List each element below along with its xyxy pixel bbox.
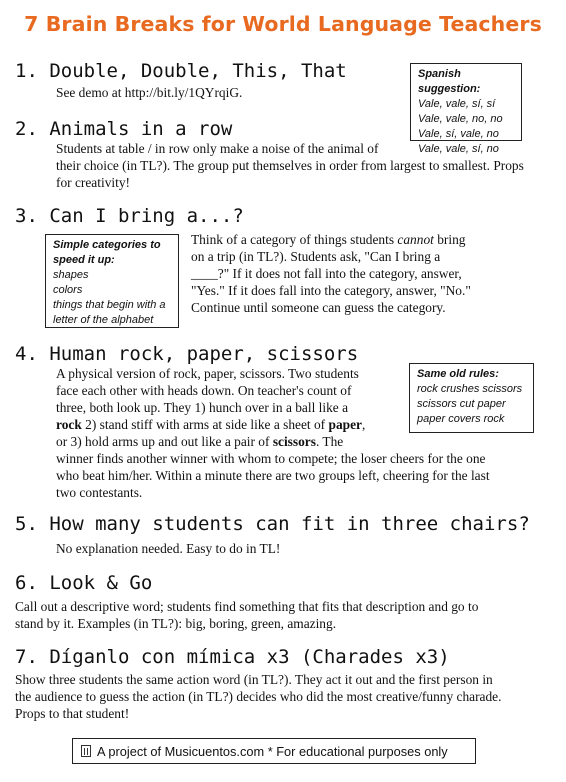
item-1-text: See demo at http://bit.ly/1QYrqiG.	[56, 85, 243, 100]
box-title: Same old rules:	[417, 368, 499, 380]
footer-box	[72, 738, 476, 764]
page-title: 7 Brain Breaks for World Language Teachers	[24, 12, 542, 36]
text-line: A physical version of rock, paper, scissors. Two students	[56, 366, 359, 381]
item-4-text	[56, 365, 556, 501]
text-line: winner finds another winner with whom to compete; the loser cheers for the one	[56, 451, 486, 466]
heading-5: 5. How many students can fit in three chairs?	[15, 513, 530, 535]
text-span: 2) stand stiff with arms at side like a sheet of	[85, 417, 326, 432]
footer-text: A project of Musicuentos.com * For educational purposes only	[97, 743, 448, 759]
text-line: Props to that student!	[15, 706, 130, 721]
piano-icon	[81, 745, 91, 757]
text-line: the audience to guess the action (in TL?) decides who did the most creative/funny charade.	[15, 689, 502, 704]
text-line: their choice (in TL?). The group put themselves in order from largest to smallest. Props	[56, 158, 524, 173]
text-line: for creativity!	[56, 175, 130, 190]
text-line: three, both look up. They 1) hunch over in a ball like a	[56, 400, 349, 415]
bold-scissors: scissors	[272, 434, 316, 449]
item-2-text	[56, 140, 556, 191]
heading-6: 6. Look & Go	[15, 572, 153, 594]
box-line: things that begin with a letter of the alphabet	[53, 299, 166, 326]
text-span: Think of a category of things students	[191, 232, 395, 247]
box-title: Simple categories to speed it up:	[53, 239, 161, 266]
categories-box	[45, 234, 179, 328]
heading-2: 2. Animals in a row	[15, 118, 233, 140]
text-line: Students at table / in row only make a noise of the animal of	[56, 141, 379, 156]
text-line: Show three students the same action word (in TL?). They act it out and the first person in	[15, 672, 493, 687]
text-line: Continue until someone can guess the category.	[191, 300, 446, 315]
item-3-text	[191, 231, 511, 316]
text-span: . The	[315, 434, 344, 449]
spanish-suggestion-box	[410, 63, 522, 155]
text-line: on a trip (in TL?). Students ask, "Can I bring a	[191, 249, 441, 264]
emphasis-cannot: cannot	[397, 232, 434, 247]
bold-rock: rock	[56, 417, 82, 432]
heading-1: 1. Double, Double, This, That	[15, 60, 347, 82]
box-line: paper covers rock	[417, 413, 505, 425]
box-line: Vale, vale, sí, sí	[418, 98, 496, 110]
text-line: ____?" If it does not fall into the category, answer,	[191, 266, 462, 281]
text-line: two contestants.	[56, 485, 143, 500]
box-line: Vale, sí, vale, no	[418, 128, 499, 140]
item-5-text: No explanation needed. Easy to do in TL!	[56, 541, 281, 556]
text-line: Call out a descriptive word; students find something that fits that description and go to	[15, 599, 479, 614]
text-span: bring	[437, 232, 466, 247]
box-line: scissors cut paper	[417, 398, 506, 410]
heading-3: 3. Can I bring a...?	[15, 205, 244, 227]
item-6-text	[15, 598, 555, 632]
box-line: colors	[53, 284, 83, 296]
bold-paper: paper	[328, 417, 362, 432]
text-span: or 3) hold arms up and out like a pair of	[56, 434, 270, 449]
box-line: rock crushes scissors	[417, 383, 523, 395]
heading-7: 7. Díganlo con mímica x3 (Charades x3)	[15, 646, 450, 668]
heading-4: 4. Human rock, paper, scissors	[15, 343, 359, 365]
text-line: stand by it. Examples (in TL?): big, boring, green, amazing.	[15, 616, 337, 631]
box-line: Vale, vale, no, no	[418, 113, 503, 125]
text-line: who beat him/her. Within a minute there are two groups left, cheering for the last	[56, 468, 490, 483]
text-span: ,	[362, 417, 366, 432]
text-line: "Yes." If it does fall into the category, answer, "No."	[191, 283, 471, 298]
box-line: Vale, vale, sí, no	[418, 143, 499, 155]
box-line: shapes	[53, 269, 89, 281]
text-line: face each other with heads down. On teacher's count of	[56, 383, 352, 398]
box-title: Spanish suggestion:	[418, 68, 481, 95]
item-7-text	[15, 671, 560, 722]
